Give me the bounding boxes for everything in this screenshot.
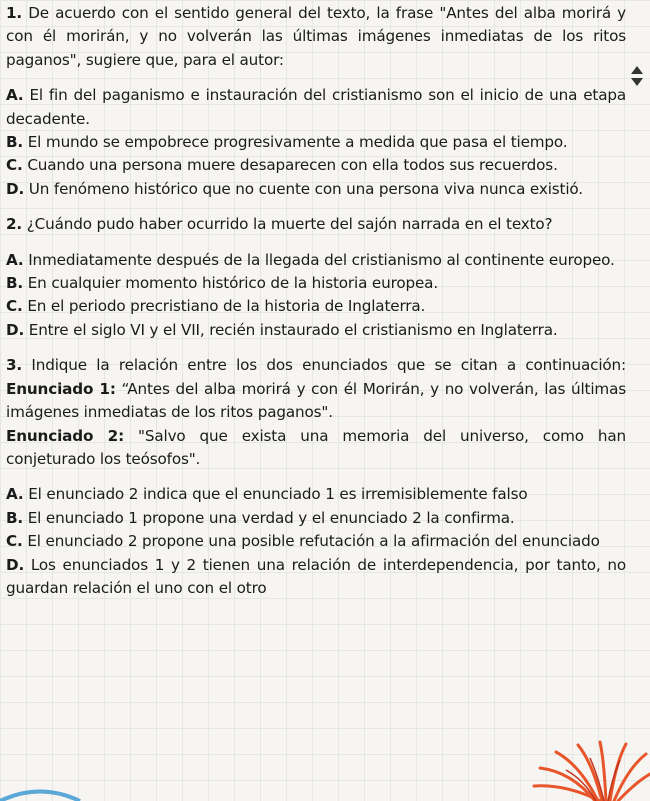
q1-option-d-text: Un fenómeno histórico que no cuente con una persona viva nunca existió. — [28, 179, 583, 198]
q3-option-c-text: El enunciado 2 propone una posible refutación a la afirmación del enunciado — [27, 532, 600, 551]
q1-option-d — [6, 178, 626, 201]
q1-option-b-letter: B. — [6, 133, 24, 152]
q2-option-a-letter: A. — [6, 250, 24, 269]
question-2 — [6, 213, 626, 236]
scroll-control[interactable] — [624, 50, 650, 98]
question-1-number: 1. — [6, 4, 23, 22]
q1-option-c-letter: C. — [6, 156, 23, 175]
question-2-number: 2. — [6, 215, 23, 234]
question-3 — [6, 354, 626, 424]
q3-option-c — [6, 530, 626, 553]
q1-option-b-text: El mundo se empobrece progresivamente a medida que pasa el tiempo. — [27, 133, 568, 152]
q2-option-a — [6, 249, 626, 272]
q2-option-b-letter: B. — [6, 274, 24, 293]
statement-2-text: "Salvo que exista una memoria del universo, como han conjeturado los teósofos". — [6, 426, 627, 468]
document-page — [6, 2, 626, 600]
q2-option-c-letter: C. — [6, 297, 23, 316]
q2-option-b — [6, 272, 626, 295]
q3-option-a — [6, 483, 626, 506]
question-3-text: Indique la relación entre los dos enunciados que se citan a continuación: — [31, 356, 626, 375]
q3-option-d — [6, 554, 626, 601]
scroll-up-icon[interactable] — [631, 66, 643, 74]
q1-option-c-text: Cuando una persona muere desaparecen con ella todos sus recuerdos. — [27, 156, 558, 175]
q3-option-a-letter: A. — [6, 485, 24, 504]
q3-option-d-letter: D. — [6, 555, 25, 574]
q2-option-d-letter: D. — [6, 320, 25, 339]
q2-option-c — [6, 295, 626, 318]
q2-option-d — [6, 319, 626, 342]
q1-option-b — [6, 131, 626, 154]
q2-option-d-text: Entre el siglo VI y el VII, recién instaurado el cristianismo en Inglaterra. — [28, 320, 558, 339]
q2-option-b-text: En cualquier momento histórico de la historia europea. — [27, 274, 439, 293]
q1-option-a-letter: A. — [6, 86, 24, 105]
q3-option-d-text: Los enunciados 1 y 2 tienen una relación de interdependencia, por tanto, no guardan relación el uno con el otro — [6, 555, 626, 597]
q1-option-c — [6, 154, 626, 177]
statement-1-label: Enunciado 1: — [6, 379, 116, 398]
q1-option-a — [6, 84, 626, 131]
question-1-text: De acuerdo con el sentido general del texto, la frase "Antes del alba morirá y con él morirán, y no volverán las últimas imágenes inmediatas de los ritos paganos", sugiere que, para el autor: — [6, 4, 626, 69]
q2-option-a-text: Inmediatamente después de la llegada del cristianismo al continente europeo. — [28, 250, 615, 269]
q1-option-a-text: El fin del paganismo e instauración del cristianismo son el inicio de una etapa decadente. — [6, 86, 627, 128]
q3-option-b-letter: B. — [6, 508, 24, 527]
question-3-number: 3. — [6, 356, 23, 375]
statement-2 — [6, 425, 626, 472]
q3-option-c-letter: C. — [6, 532, 23, 551]
q2-option-c-text: En el periodo precristiano de la historia de Inglaterra. — [27, 297, 426, 316]
statement-2-label: Enunciado 2: — [6, 426, 125, 445]
question-1 — [6, 2, 626, 72]
question-2-text: ¿Cuándo pudo haber ocurrido la muerte del sajón narrada en el texto? — [26, 215, 553, 234]
q3-option-a-text: El enunciado 2 indica que el enunciado 1 es irremisiblemente falso — [28, 485, 528, 504]
q3-option-b-text: El enunciado 1 propone una verdad y el enunciado 2 la confirma. — [27, 508, 515, 527]
statement-1-text: “Antes del alba morirá y con él Morirán, y no volverán, las últimas imágenes inmediatas de los ritos paganos". — [6, 379, 627, 422]
q1-option-d-letter: D. — [6, 179, 25, 198]
scroll-down-icon[interactable] — [631, 78, 643, 86]
q3-option-b — [6, 507, 626, 530]
